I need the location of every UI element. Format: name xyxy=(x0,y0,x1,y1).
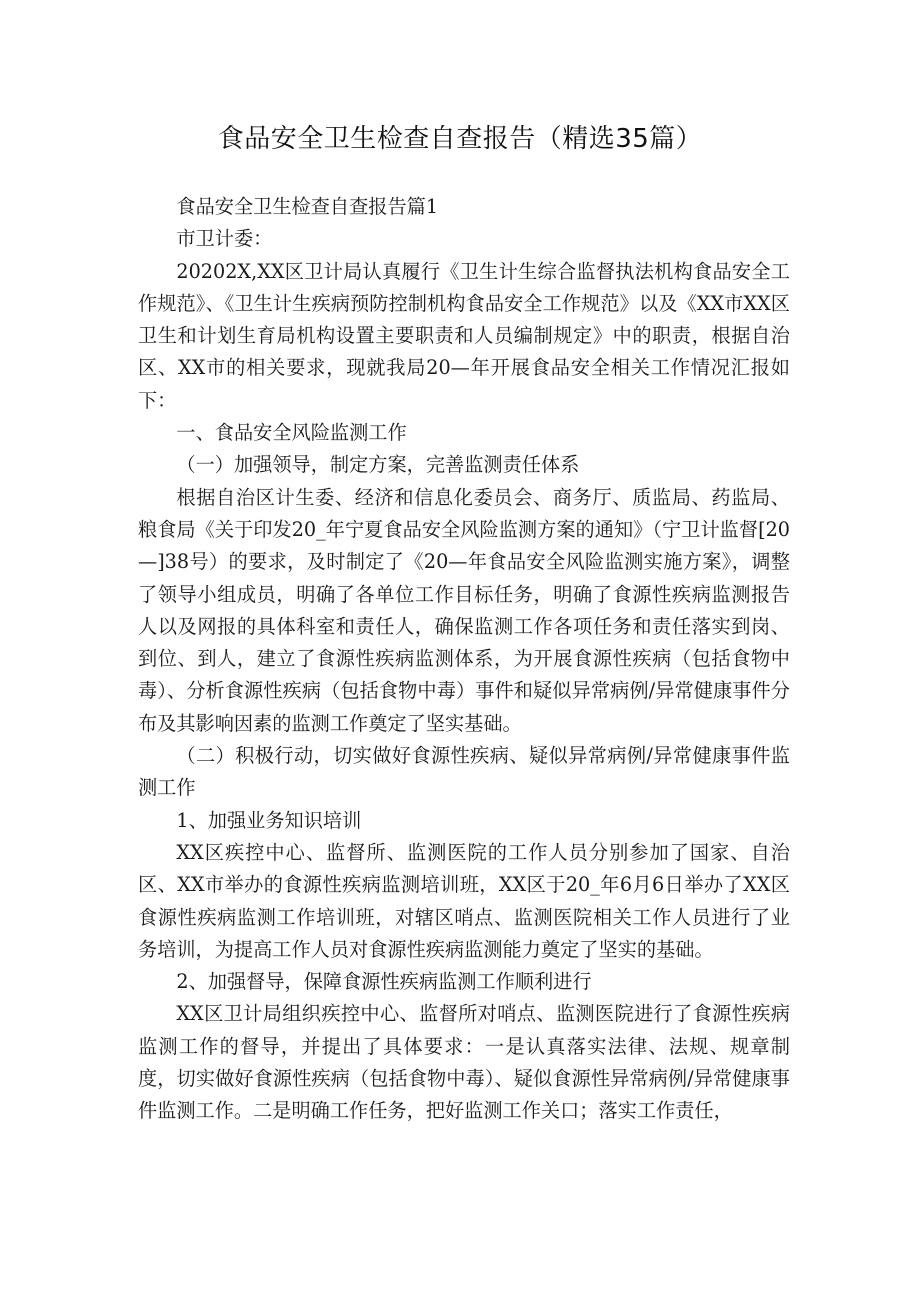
document-title: 食品安全卫生检查自查报告（精选35篇） xyxy=(217,124,703,154)
body-paragraph: 根据自治区计生委、经济和信息化委员会、商务厅、质监局、药监局、粮食局《关于印发20_年宁夏食品安全风险监测方案的通知》（宁卫计监督[20—]38号）的要求，及时制定了《20—年食品安全风险监测实施方案》，调整了领导小组成员，明确了各单位工作目标任务，明确了食源性疾病监测报告人以及网报的具体科室和责任人，确保监测工作各项任务和责任落实到岗、到位、到人，建立了食源性疾病监测体系，为开展食源性疾病（包括食物中毒）、分析食源性疾病（包括食物中毒）事件和疑似异常病例/异常健康事件分布及其影响因素的监测工作奠定了坚实基础。 xyxy=(138,485,790,735)
heading-level-1: 一、食品安全风险监测工作 xyxy=(176,421,407,445)
body-paragraph: XX区卫计局组织疾控中心、监督所对哨点、监测医院进行了食源性疾病监测工作的督导，并提出了具体要求：一是认真落实法律、法规、规章制度，切实做好食源性疾病（包括食物中毒）、疑似食源性异常病例/异常健康事件监测工作。二是明确工作任务，把好监测工作关口；落实工作责任， xyxy=(138,1002,790,1123)
heading-level-2: （二）积极行动，切实做好食源性疾病、疑似异常病例/异常健康事件监测工作 xyxy=(138,744,790,800)
heading-level-2: （一）加强领导，制定方案，完善监测责任体系 xyxy=(176,453,580,477)
intro-paragraph: 20202X,XX区卫计局认真履行《卫生计生综合监督执法机构食品安全工作规范》、《卫生计生疾病预防控制机构食品安全工作规范》以及《XX市XX区卫生和计划生育局机构设置主要职责和人员编制规定》中的职责，根据自治区、XX市的相关要求，现就我局20—年开展食品安全相关工作情况汇报如下： xyxy=(138,259,790,412)
salutation: 市卫计委： xyxy=(176,227,273,251)
section-heading: 食品安全卫生检查自查报告篇1 xyxy=(176,195,439,218)
document-body xyxy=(138,191,790,1128)
heading-level-3: 1、加强业务知识培训 xyxy=(176,808,362,832)
heading-level-3: 2、加强督导，保障食源性疾病监测工作顺利进行 xyxy=(176,970,592,994)
body-paragraph: XX区疾控中心、监督所、监测医院的工作人员分别参加了国家、自治区、XX市举办的食源性疾病监测培训班，XX区于20_年6月6日举办了XX区食源性疾病监测工作培训班，对辖区哨点、监测医院相关工作人员进行了业务培训，为提高工作人员对食源性疾病监测能力奠定了坚实的基础。 xyxy=(138,840,790,961)
